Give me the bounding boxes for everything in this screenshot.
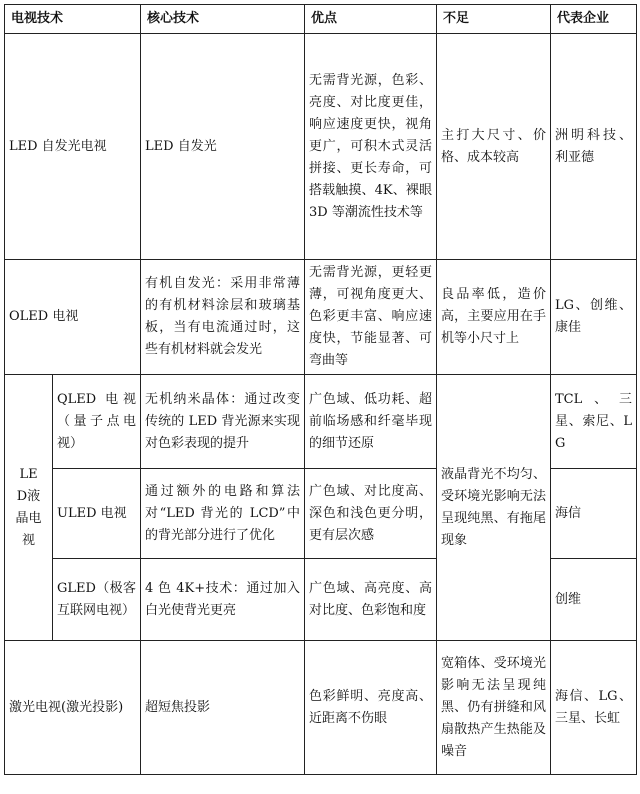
header-row [5,5,637,34]
cell-pros: 无需背光源，色彩、亮度、对比度更佳，响应速度更快，视角更广，可积木式灵活拼接、更长寿命，可搭载触摸、4K、裸眼3D 等潮流性技术等 [305,34,437,260]
cell-core: 4 色 4K+技术：通过加入白光使背光更亮 [141,559,305,641]
cell-companies: TCL、三星、索尼、LG [551,375,637,469]
cell-tech: QLED 电视（量子点电视） [53,375,141,469]
header-pros: 优点 [305,5,437,34]
cell-tech: 激光电视(激光投影) [5,641,141,775]
cell-tech: ULED 电视 [53,469,141,559]
table-row [5,641,637,775]
tv-technology-table [4,4,637,775]
cell-companies: 海信、LG、三星、长虹 [551,641,637,775]
cell-core: LED 自发光 [141,34,305,260]
cell-cons: 宽箱体、受环境光影响无法呈现纯黑、仍有拼缝和风扇散热产生热能及噪音 [437,641,551,775]
header-tech: 电视技术 [5,5,141,34]
cell-pros: 无需背光源，更轻更薄，可视角度更大、色彩更丰富、响应速度快，节能显著、可弯曲等 [305,260,437,375]
cell-core: 通过额外的电路和算法对“LED 背光的 LCD”中的背光部分进行了优化 [141,469,305,559]
cell-tech: OLED 电视 [5,260,141,375]
cell-pros: 广色域、高亮度、高对比度、色彩饱和度 [305,559,437,641]
cell-companies: 海信 [551,469,637,559]
cell-cons: 主打大尺寸、价格、成本较高 [437,34,551,260]
cell-core: 有机自发光：采用非常薄的有机材料涂层和玻璃基板，当有电流通过时，这些有机材料就会发光 [141,260,305,375]
table-row [5,375,637,469]
cell-tech: LED 自发光电视 [5,34,141,260]
table-row [5,34,637,260]
cell-pros: 广色域、低功耗、超前临场感和纤毫毕现的细节还原 [305,375,437,469]
header-core: 核心技术 [141,5,305,34]
cell-cons: 良品率低，造价高，主要应用在手机等小尺寸上 [437,260,551,375]
cell-core: 超短焦投影 [141,641,305,775]
header-cons: 不足 [437,5,551,34]
cell-pros: 色彩鲜明、亮度高、近距离不伤眼 [305,641,437,775]
header-companies: 代表企业 [551,5,637,34]
cell-group: LED液晶电视 [5,375,53,641]
cell-companies: 创维 [551,559,637,641]
cell-cons: 液晶背光不均匀、受环境光影响无法呈现纯黑、有拖尾现象 [437,375,551,641]
cell-pros: 广色域、对比度高、深色和浅色更分明，更有层次感 [305,469,437,559]
cell-tech: GLED（极客互联网电视） [53,559,141,641]
table-row [5,260,637,375]
cell-companies: LG、创维、康佳 [551,260,637,375]
cell-companies: 洲明科技、利亚德 [551,34,637,260]
cell-core: 无机纳米晶体：通过改变传统的 LED 背光源来实现对色彩表现的提升 [141,375,305,469]
